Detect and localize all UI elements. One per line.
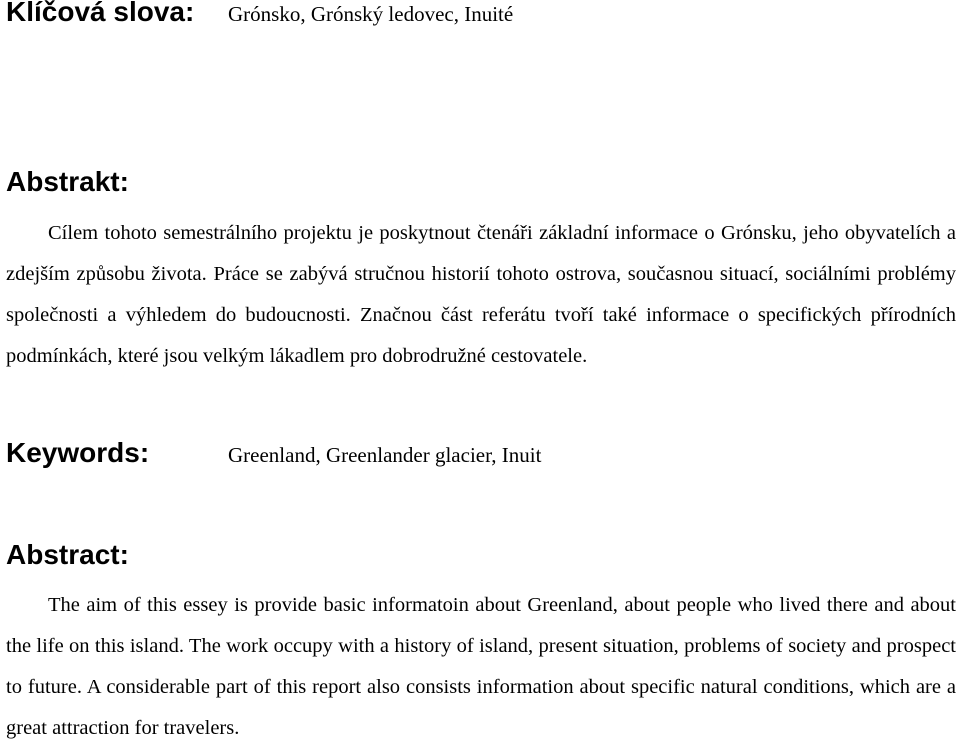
czech-abstract-text bbox=[6, 213, 956, 377]
czech-abstract-heading: Abstrakt: bbox=[6, 166, 129, 197]
english-abstract-heading: Abstract: bbox=[6, 539, 129, 570]
czech-keywords-value: Grónsko, Grónský ledovec, Inuité bbox=[228, 2, 514, 26]
english-keywords-row bbox=[6, 437, 541, 469]
czech-keywords-heading: Klíčová slova: bbox=[6, 0, 195, 27]
czech-keywords-row bbox=[6, 0, 513, 28]
english-abstract-text bbox=[6, 585, 956, 749]
english-keywords-heading: Keywords: bbox=[6, 437, 150, 468]
english-abstract-body: The aim of this essey is provide basic informatoin about Greenland, about people who lived there and about the life on this island. The work occupy with a history of island, present situation, problems of society and prospect to future. A considerable part of this report also consists information about specific natural conditions, which are a great attraction for travelers. bbox=[6, 594, 956, 739]
english-keywords-value: Greenland, Greenlander glacier, Inuit bbox=[228, 443, 542, 467]
czech-abstract-body: Cílem tohoto semestrálního projektu je poskytnout čtenáři základní informace o Grónsku, jeho obyvatelích a zdejším způsobu života. Práce se zabývá stručnou historií tohoto ostrova, současnou situací, sociálními problémy společnosti a výhledem do budoucnosti. Značnou část referátu tvoří také informace o specifických přírodních podmínkách, které jsou velkým lákadlem pro dobrodružné cestovatele. bbox=[6, 222, 956, 367]
